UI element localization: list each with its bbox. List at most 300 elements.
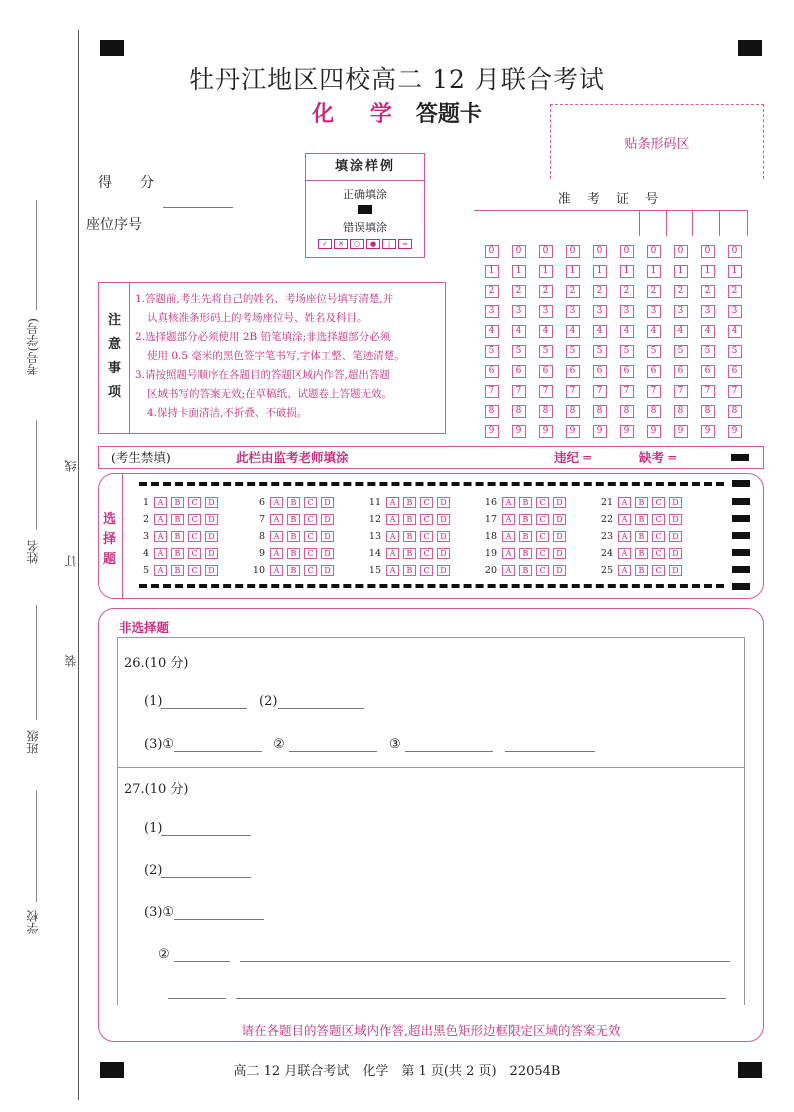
digit-bubble[interactable]: 0: [512, 245, 526, 258]
option-bubble[interactable]: C: [536, 548, 549, 559]
digit-bubble[interactable]: 1: [485, 265, 499, 278]
digit-bubble[interactable]: 4: [701, 325, 715, 338]
q26-part3-field-2[interactable]: [289, 751, 377, 752]
digit-cell: [532, 285, 559, 305]
digit-bubble[interactable]: 0: [674, 245, 688, 258]
question-number: 16: [484, 497, 497, 508]
option-bubble[interactable]: A: [386, 565, 399, 576]
option-bubble[interactable]: C: [652, 497, 665, 508]
option-bubble[interactable]: C: [304, 531, 317, 542]
option-bubble[interactable]: B: [171, 548, 184, 559]
option-bubble[interactable]: A: [502, 497, 515, 508]
q26-part3-field-3[interactable]: [405, 751, 493, 752]
option-bubble[interactable]: C: [536, 514, 549, 525]
digit-bubble[interactable]: 6: [566, 365, 580, 378]
digit-cell: [613, 325, 640, 345]
option-bubble[interactable]: D: [553, 497, 566, 508]
option-bubble[interactable]: C: [188, 497, 201, 508]
digit-bubble[interactable]: 0: [620, 245, 634, 258]
q26-part2-field[interactable]: [278, 708, 364, 709]
option-bubble[interactable]: B: [287, 565, 300, 576]
option-bubble[interactable]: C: [420, 531, 433, 542]
digit-bubble[interactable]: 7: [674, 385, 688, 398]
option-bubble[interactable]: D: [321, 514, 334, 525]
score-label: 得 分: [98, 175, 154, 191]
q26-part1-field[interactable]: [161, 708, 247, 709]
digit-cell: [478, 265, 505, 285]
digit-bubble[interactable]: 0: [566, 245, 580, 258]
option-bubble[interactable]: A: [502, 548, 515, 559]
digit-cell: [640, 265, 667, 285]
q26-part3-c3: ③: [389, 737, 401, 752]
digit-bubble[interactable]: 9: [620, 425, 634, 438]
digit-cell: [505, 245, 532, 265]
option-bubble[interactable]: A: [618, 548, 631, 559]
option-bubble[interactable]: B: [403, 531, 416, 542]
digit-bubble[interactable]: 5: [620, 345, 634, 358]
digit-bubble[interactable]: 5: [539, 345, 553, 358]
question-number: 21: [600, 497, 613, 508]
question-row: [247, 511, 338, 528]
digit-row: [478, 265, 748, 285]
seat-field[interactable]: [163, 207, 233, 208]
option-bubble[interactable]: D: [437, 514, 450, 525]
digit-bubble[interactable]: 0: [647, 245, 661, 258]
digit-bubble[interactable]: 6: [647, 365, 661, 378]
digit-bubble[interactable]: 8: [647, 405, 661, 418]
digit-cell: [694, 305, 721, 325]
digit-cell: [613, 345, 640, 365]
option-bubble[interactable]: A: [154, 514, 167, 525]
option-bubble[interactable]: B: [635, 531, 648, 542]
q27-part3-field-5[interactable]: [236, 998, 726, 999]
option-bubble[interactable]: B: [403, 514, 416, 525]
option-bubble[interactable]: B: [519, 548, 532, 559]
digit-bubble[interactable]: 1: [620, 265, 634, 278]
notice-heading-char: 项: [108, 385, 122, 400]
question-row: [131, 562, 222, 579]
option-bubble[interactable]: A: [502, 514, 515, 525]
digit-cell: [640, 425, 667, 445]
digit-cell: [478, 365, 505, 385]
digit-bubble[interactable]: 8: [620, 405, 634, 418]
option-bubble[interactable]: D: [321, 548, 334, 559]
digit-cell: [640, 385, 667, 405]
q27-part2-field[interactable]: [161, 877, 251, 878]
digit-bubble[interactable]: 9: [485, 425, 499, 438]
digit-bubble[interactable]: 2: [620, 285, 634, 298]
digit-cell: [667, 265, 694, 285]
digit-bubble[interactable]: 2: [539, 285, 553, 298]
digit-cell: [478, 405, 505, 425]
digit-bubble[interactable]: 8: [728, 405, 742, 418]
digit-cell: [721, 325, 748, 345]
question-row: [595, 528, 686, 545]
digit-row: [478, 305, 748, 325]
option-bubble[interactable]: B: [171, 531, 184, 542]
option-bubble[interactable]: D: [437, 565, 450, 576]
question-number: 15: [368, 565, 381, 576]
digit-bubble[interactable]: 7: [647, 385, 661, 398]
q27-part3-field-4[interactable]: [168, 998, 226, 999]
digit-row: [478, 245, 748, 265]
option-bubble[interactable]: A: [270, 565, 283, 576]
digit-cell: [586, 365, 613, 385]
digit-cell: [478, 325, 505, 345]
question-number: 19: [484, 548, 497, 559]
option-bubble[interactable]: C: [304, 565, 317, 576]
question-row: [363, 494, 454, 511]
option-bubble[interactable]: C: [304, 548, 317, 559]
digit-bubble[interactable]: 6: [674, 365, 688, 378]
digit-bubble[interactable]: 4: [620, 325, 634, 338]
digit-bubble[interactable]: 9: [701, 425, 715, 438]
digit-bubble[interactable]: 9: [566, 425, 580, 438]
digit-cell: [586, 245, 613, 265]
question-number: 23: [600, 531, 613, 542]
option-bubble[interactable]: C: [188, 531, 201, 542]
digit-cell: [613, 265, 640, 285]
option-bubble[interactable]: A: [618, 514, 631, 525]
option-bubble[interactable]: B: [635, 565, 648, 576]
option-bubble[interactable]: C: [652, 514, 665, 525]
option-bubble[interactable]: D: [205, 514, 218, 525]
digit-bubble[interactable]: 5: [701, 345, 715, 358]
exam-number-label: 准 考 证 号: [557, 192, 665, 207]
digit-bubble[interactable]: 6: [485, 365, 499, 378]
option-bubble[interactable]: D: [205, 565, 218, 576]
digit-bubble[interactable]: 2: [674, 285, 688, 298]
question-number: 4: [142, 548, 149, 559]
digit-bubble[interactable]: 8: [566, 405, 580, 418]
option-bubble[interactable]: D: [553, 548, 566, 559]
digit-bubble[interactable]: 0: [701, 245, 715, 258]
digit-bubble[interactable]: 5: [674, 345, 688, 358]
digit-cell: [667, 385, 694, 405]
digit-cell: [667, 365, 694, 385]
q27-part3-field-2[interactable]: [174, 961, 230, 962]
q26-part3-c2: ②: [273, 737, 285, 752]
option-bubble[interactable]: B: [171, 514, 184, 525]
option-bubble[interactable]: D: [669, 548, 682, 559]
digit-bubble[interactable]: 5: [593, 345, 607, 358]
option-bubble[interactable]: A: [502, 565, 515, 576]
digit-bubble[interactable]: 3: [620, 305, 634, 318]
option-bubble[interactable]: A: [618, 531, 631, 542]
digit-cell: [721, 245, 748, 265]
digit-cell: [586, 405, 613, 425]
digit-cell: [640, 285, 667, 305]
notice-line: 4.保持卡面清洁,不折叠、不破损。: [147, 407, 308, 419]
digit-bubble[interactable]: 4: [728, 325, 742, 338]
option-bubble[interactable]: A: [618, 497, 631, 508]
option-bubble[interactable]: C: [652, 565, 665, 576]
digit-bubble[interactable]: 5: [728, 345, 742, 358]
q27-part1-field[interactable]: [161, 835, 251, 836]
digit-cell: [721, 265, 748, 285]
digit-cell: [586, 345, 613, 365]
digit-cell: [559, 345, 586, 365]
digit-bubble[interactable]: 1: [566, 265, 580, 278]
digit-cell: [532, 425, 559, 445]
option-bubble[interactable]: C: [420, 548, 433, 559]
digit-bubble[interactable]: 8: [674, 405, 688, 418]
exam-id-label: 考号(学号): [26, 318, 40, 376]
notice-body: [135, 290, 441, 423]
digit-bubble[interactable]: 3: [701, 305, 715, 318]
correct-fill-mark: [358, 205, 372, 214]
digit-bubble[interactable]: 3: [647, 305, 661, 318]
option-bubble[interactable]: B: [287, 548, 300, 559]
violation-bubble[interactable]: 违纪 ═: [554, 450, 591, 465]
digit-bubble[interactable]: 6: [593, 365, 607, 378]
q26-part3-field-4[interactable]: [505, 751, 595, 752]
bar-mark-icon: |: [382, 239, 396, 249]
digit-bubble[interactable]: 6: [512, 365, 526, 378]
digit-bubble[interactable]: 6: [701, 365, 715, 378]
digit-bubble[interactable]: 6: [728, 365, 742, 378]
digit-cell: [640, 405, 667, 425]
option-bubble[interactable]: A: [386, 548, 399, 559]
option-bubble[interactable]: D: [669, 497, 682, 508]
option-bubble[interactable]: C: [420, 514, 433, 525]
option-bubble[interactable]: D: [205, 497, 218, 508]
option-bubble[interactable]: B: [403, 565, 416, 576]
digit-bubble[interactable]: 7: [485, 385, 499, 398]
option-bubble[interactable]: D: [321, 565, 334, 576]
digit-bubble[interactable]: 0: [539, 245, 553, 258]
digit-bubble[interactable]: 9: [728, 425, 742, 438]
digit-bubble[interactable]: 8: [593, 405, 607, 418]
question-number: 20: [484, 565, 497, 576]
digit-bubble[interactable]: 7: [620, 385, 634, 398]
digit-bubble[interactable]: 3: [566, 305, 580, 318]
digit-bubble[interactable]: 3: [539, 305, 553, 318]
digit-bubble[interactable]: 7: [539, 385, 553, 398]
digit-bubble[interactable]: 1: [701, 265, 715, 278]
digit-bubble[interactable]: 2: [701, 285, 715, 298]
exam-number-write-cells[interactable]: [474, 210, 748, 236]
digit-bubble[interactable]: 4: [539, 325, 553, 338]
digit-bubble[interactable]: 9: [647, 425, 661, 438]
option-bubble[interactable]: D: [437, 548, 450, 559]
option-bubble[interactable]: D: [669, 565, 682, 576]
option-bubble[interactable]: B: [403, 497, 416, 508]
digit-bubble[interactable]: 6: [539, 365, 553, 378]
digit-bubble[interactable]: 4: [647, 325, 661, 338]
digit-bubble[interactable]: 1: [728, 265, 742, 278]
option-bubble[interactable]: D: [321, 531, 334, 542]
digit-bubble[interactable]: 3: [593, 305, 607, 318]
option-bubble[interactable]: C: [188, 548, 201, 559]
q27-part3-field-1[interactable]: [174, 919, 264, 920]
option-bubble[interactable]: C: [536, 565, 549, 576]
digit-bubble[interactable]: 8: [701, 405, 715, 418]
monitor-timing-mark: [731, 454, 749, 461]
barcode-area: [550, 104, 764, 179]
digit-bubble[interactable]: 9: [674, 425, 688, 438]
digit-bubble[interactable]: 9: [539, 425, 553, 438]
absent-bubble[interactable]: 缺考 ═: [639, 450, 676, 465]
digit-bubble[interactable]: 9: [512, 425, 526, 438]
digit-bubble[interactable]: 6: [620, 365, 634, 378]
option-bubble[interactable]: B: [635, 514, 648, 525]
option-bubble[interactable]: D: [553, 565, 566, 576]
option-bubble[interactable]: C: [188, 514, 201, 525]
digit-bubble[interactable]: 7: [728, 385, 742, 398]
option-bubble[interactable]: A: [386, 497, 399, 508]
option-bubble[interactable]: A: [270, 531, 283, 542]
option-bubble[interactable]: A: [502, 531, 515, 542]
question-number: 10: [252, 565, 265, 576]
digit-bubble[interactable]: 2: [593, 285, 607, 298]
seat-label: 座位序号: [86, 217, 142, 233]
option-bubble[interactable]: C: [652, 548, 665, 559]
digit-bubble[interactable]: 1: [647, 265, 661, 278]
option-bubble[interactable]: D: [205, 531, 218, 542]
digit-bubble[interactable]: 0: [728, 245, 742, 258]
option-bubble[interactable]: B: [287, 497, 300, 508]
digit-cell: [478, 305, 505, 325]
question-number: 11: [368, 497, 381, 508]
digit-cell: [694, 285, 721, 305]
option-bubble[interactable]: B: [519, 531, 532, 542]
option-bubble[interactable]: B: [635, 497, 648, 508]
digit-bubble[interactable]: 5: [485, 345, 499, 358]
digit-bubble[interactable]: 7: [593, 385, 607, 398]
option-bubble[interactable]: C: [420, 565, 433, 576]
option-bubble[interactable]: B: [519, 497, 532, 508]
option-bubble[interactable]: D: [205, 548, 218, 559]
digit-bubble[interactable]: 8: [539, 405, 553, 418]
digit-cell: [478, 385, 505, 405]
option-bubble[interactable]: D: [437, 497, 450, 508]
digit-bubble[interactable]: 3: [512, 305, 526, 318]
mc-timing-mark: [732, 566, 750, 573]
digit-bubble[interactable]: 9: [593, 425, 607, 438]
option-bubble[interactable]: D: [321, 497, 334, 508]
option-bubble[interactable]: B: [171, 565, 184, 576]
option-bubble[interactable]: A: [154, 548, 167, 559]
digit-cell: [505, 365, 532, 385]
option-bubble[interactable]: D: [553, 531, 566, 542]
digit-cell: [613, 385, 640, 405]
question-group: [479, 494, 570, 579]
option-bubble[interactable]: B: [519, 514, 532, 525]
q26-part3-field-1[interactable]: [174, 751, 262, 752]
option-bubble[interactable]: B: [287, 531, 300, 542]
digit-cell: [667, 345, 694, 365]
digit-bubble[interactable]: 8: [485, 405, 499, 418]
digit-bubble[interactable]: 2: [512, 285, 526, 298]
option-bubble[interactable]: B: [403, 548, 416, 559]
digit-row: [478, 425, 748, 445]
question-row: [595, 494, 686, 511]
option-bubble[interactable]: C: [304, 514, 317, 525]
digit-bubble[interactable]: 2: [728, 285, 742, 298]
option-bubble[interactable]: C: [536, 497, 549, 508]
digit-cell: [586, 385, 613, 405]
digit-bubble[interactable]: 1: [674, 265, 688, 278]
option-bubble[interactable]: A: [618, 565, 631, 576]
option-bubble[interactable]: C: [652, 531, 665, 542]
digit-bubble[interactable]: 4: [512, 325, 526, 338]
option-bubble[interactable]: A: [270, 497, 283, 508]
non-choice-heading: 非选择题: [119, 620, 170, 635]
question-row: [479, 528, 570, 545]
option-bubble[interactable]: D: [669, 514, 682, 525]
digit-bubble[interactable]: 8: [512, 405, 526, 418]
option-bubble[interactable]: C: [420, 497, 433, 508]
option-bubble[interactable]: A: [270, 514, 283, 525]
mc-label-char: 题: [103, 552, 117, 567]
digit-bubble[interactable]: 2: [566, 285, 580, 298]
option-bubble[interactable]: C: [304, 497, 317, 508]
digit-cell: [721, 285, 748, 305]
fill-sample-title: 填涂样例: [306, 154, 424, 181]
digit-bubble[interactable]: 5: [512, 345, 526, 358]
digit-row: [478, 345, 748, 365]
q27-part3-field-3[interactable]: [240, 961, 730, 962]
digit-row: [478, 285, 748, 305]
digit-cell: [532, 365, 559, 385]
digit-bubble[interactable]: 7: [701, 385, 715, 398]
question-row: [247, 494, 338, 511]
option-bubble[interactable]: A: [270, 548, 283, 559]
digit-bubble[interactable]: 5: [566, 345, 580, 358]
digit-bubble[interactable]: 1: [512, 265, 526, 278]
digit-bubble[interactable]: 0: [485, 245, 499, 258]
digit-bubble[interactable]: 1: [593, 265, 607, 278]
option-bubble[interactable]: D: [553, 514, 566, 525]
option-bubble[interactable]: A: [154, 565, 167, 576]
digit-cell: [505, 265, 532, 285]
digit-cell: [505, 345, 532, 365]
option-bubble[interactable]: A: [386, 531, 399, 542]
question-group: [131, 494, 222, 579]
digit-bubble[interactable]: 4: [674, 325, 688, 338]
option-bubble[interactable]: C: [188, 565, 201, 576]
option-bubble[interactable]: C: [536, 531, 549, 542]
digit-cell: [694, 245, 721, 265]
digit-bubble[interactable]: 2: [647, 285, 661, 298]
digit-bubble[interactable]: 4: [485, 325, 499, 338]
digit-bubble[interactable]: 7: [512, 385, 526, 398]
option-bubble[interactable]: D: [437, 531, 450, 542]
option-bubble[interactable]: A: [386, 514, 399, 525]
digit-bubble[interactable]: 4: [593, 325, 607, 338]
option-bubble[interactable]: D: [669, 531, 682, 542]
option-bubble[interactable]: A: [154, 497, 167, 508]
option-bubble[interactable]: B: [635, 548, 648, 559]
digit-bubble[interactable]: 5: [647, 345, 661, 358]
school-line: [36, 790, 37, 902]
digit-bubble[interactable]: 3: [674, 305, 688, 318]
option-bubble[interactable]: B: [171, 497, 184, 508]
option-bubble[interactable]: A: [154, 531, 167, 542]
option-bubble[interactable]: B: [287, 514, 300, 525]
digit-bubble[interactable]: 7: [566, 385, 580, 398]
digit-bubble[interactable]: 2: [485, 285, 499, 298]
question-row: [363, 528, 454, 545]
correct-fill-label: 正确填涂: [343, 188, 387, 201]
digit-bubble[interactable]: 4: [566, 325, 580, 338]
digit-bubble[interactable]: 0: [593, 245, 607, 258]
option-bubble[interactable]: B: [519, 565, 532, 576]
digit-bubble[interactable]: 3: [485, 305, 499, 318]
digit-bubble[interactable]: 1: [539, 265, 553, 278]
digit-bubble[interactable]: 3: [728, 305, 742, 318]
